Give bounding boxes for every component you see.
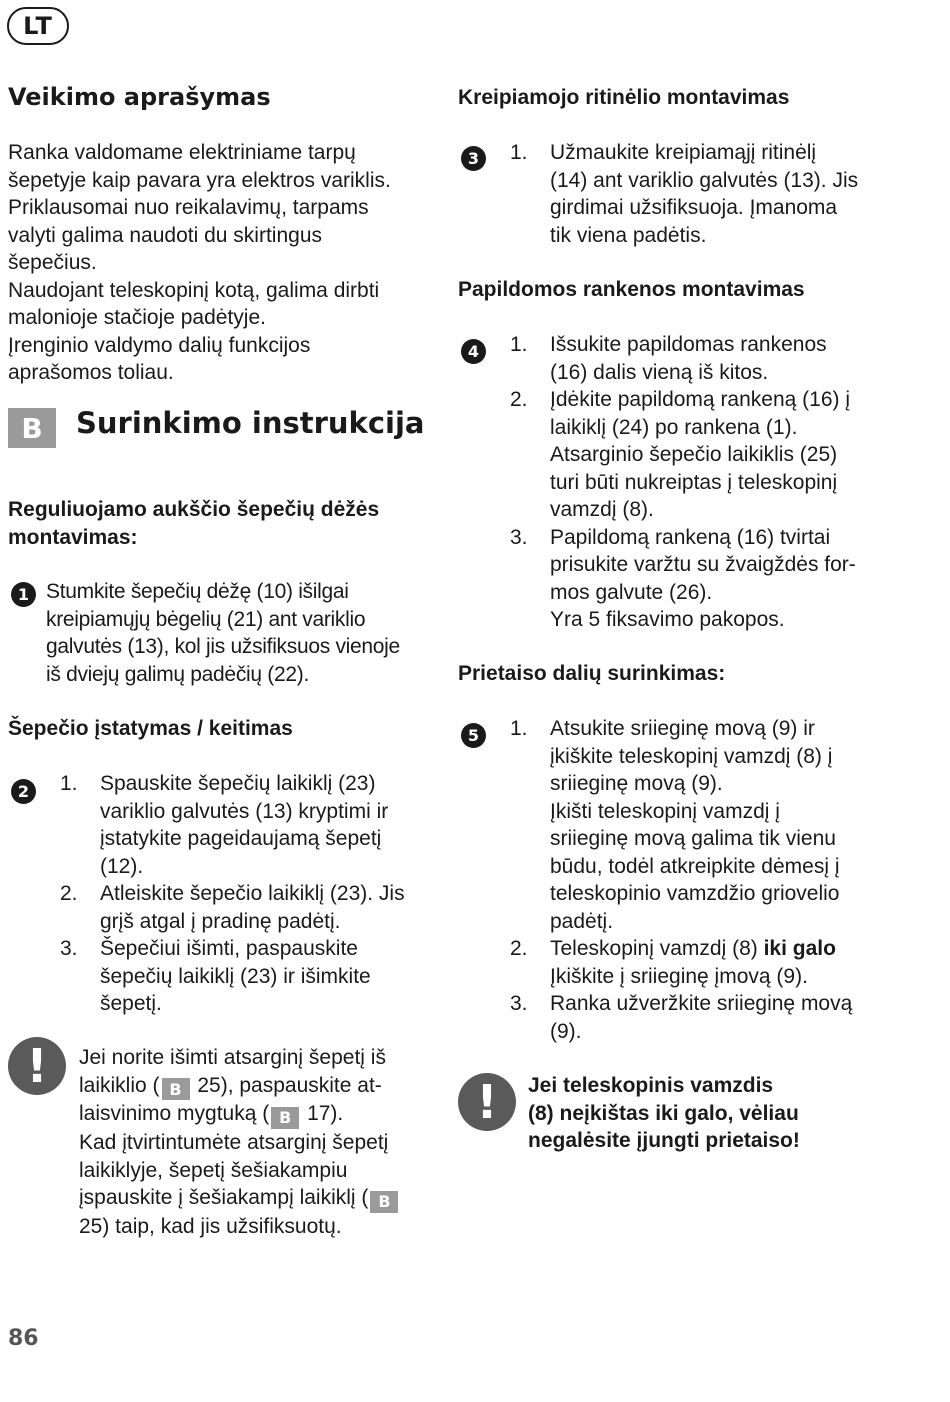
language-badge: LT — [7, 7, 69, 45]
text-fragment: laisvinimo mygtuką ( — [79, 1102, 270, 1126]
text-line: Įdėkite papildomą rankeną (16) į — [550, 388, 851, 411]
text-line: Įkišti teleskopinį vamzdį į — [550, 799, 780, 823]
item-number: 1. — [510, 141, 528, 164]
warning-icon: ! — [8, 1037, 66, 1095]
text-line: 25) taip, kad jis užsifiksuotų. — [79, 1214, 342, 1238]
brush-box-subheading — [8, 496, 379, 551]
text-line: Kad įtvirtintumėte atsarginį šepetį — [79, 1131, 389, 1154]
list-item — [8, 935, 438, 1018]
text-line: Stumkite šepečių dėžę (10) išilgai — [46, 580, 349, 603]
text-line: iš dviejų galimų padėčių (22). — [46, 662, 309, 686]
text-line: prisukite varžtu su žvaigždės for- — [550, 553, 856, 576]
warning-icon: ! — [458, 1073, 516, 1131]
list-item — [458, 386, 928, 524]
list-item — [458, 715, 928, 935]
text-line: grįš atgal į pradinę padėtį. — [100, 909, 341, 933]
text-line: šepečių laikiklį (23) ir išimkite — [100, 964, 371, 988]
text-line: šepetį. — [100, 992, 162, 1015]
text-line: Įrenginio valdymo dalių funkcijos — [8, 333, 311, 357]
text-fragment: įspauskite į šešiakampį laikiklį ( — [79, 1186, 369, 1209]
text-line: Yra 5 fiksavimo pakopos. — [550, 608, 785, 631]
warning-note — [528, 1072, 800, 1155]
step-2-icon: 2 — [11, 779, 36, 804]
step-4-list — [458, 331, 928, 634]
text-fragment: 17). — [301, 1102, 344, 1126]
warning-note — [79, 1044, 439, 1240]
text-line: šepetyje kaip pavara yra elektros variklis. — [8, 168, 391, 192]
text-line: sriieginę movą galima tik vienu — [550, 827, 836, 850]
assembly-heading: Surinkimo instrukcija — [76, 406, 425, 440]
text-line: Atleiskite šepečio laikiklį (23). Jis — [100, 882, 405, 905]
text-line: laikiklį (24) po rankena (1). — [550, 415, 798, 439]
text-line: Reguliuojamo aukščio šepečių dėžės — [8, 498, 380, 521]
text-line: Papildomą rankeną (16) tvirtai — [550, 525, 831, 549]
step-5-icon: 5 — [461, 723, 486, 748]
text-line: mos galvute (26). — [550, 580, 713, 604]
text-line: Išsukite papildomas rankenos — [550, 333, 827, 356]
intro-paragraph — [8, 139, 391, 387]
text-line: (14) ant variklio galvutės (13). Jis — [550, 168, 859, 192]
text-line: būdu, todėl atkreipkite dėmesį į — [550, 854, 840, 878]
text-fragment: 25), paspauskite at- — [191, 1073, 382, 1097]
text-line: girdimai užsifiksuoja. Įmanoma — [550, 196, 838, 219]
text-line: Atsukite sriieginę movą (9) ir — [550, 717, 815, 740]
text-line: galvutės (13), kol jis užsifiksuos vienoje — [46, 635, 400, 658]
text-line: Užmaukite kreipiamąjį ritinėlį — [550, 141, 817, 164]
list-item — [458, 139, 928, 249]
text-line: sriieginę movą (9). — [550, 772, 723, 795]
text-line — [79, 1184, 439, 1213]
text-line: Įkiškite į sriieginę įmovą (9). — [550, 964, 808, 988]
list-item — [8, 880, 438, 935]
item-number: 1. — [510, 717, 528, 740]
item-number: 1. — [510, 333, 528, 356]
item-number: 1. — [60, 772, 78, 795]
item-number: 2. — [60, 882, 78, 905]
text-line: turi būti nukreiptas į teleskopinį — [550, 470, 838, 494]
extra-handle-subheading: Papildomos rankenos montavimas — [458, 278, 805, 301]
item-number: 3. — [510, 992, 528, 1015]
brush-change-subheading: Šepečio įstatymas / keitimas — [8, 717, 293, 740]
item-number: 2. — [510, 937, 528, 960]
page-number: 86 — [8, 1326, 39, 1351]
operation-heading: Veikimo aprašymas — [8, 83, 271, 111]
text-line: teleskopinio vamzdžio griovelio — [550, 882, 840, 905]
b-badge-icon: B — [370, 1191, 398, 1213]
b-badge-icon: B — [162, 1078, 190, 1100]
step-5-list — [458, 715, 928, 1045]
text-line: šepečius. — [8, 251, 97, 274]
item-number: 3. — [60, 937, 78, 960]
text-line: (8) neįkištas iki galo, vėliau — [528, 1101, 799, 1125]
text-line: kreipiamųjų bėgelių (21) ant variklio — [46, 607, 366, 631]
emphasis-text: iki galo — [763, 937, 836, 960]
text-line: Jei norite išimti atsarginį šepetį iš — [79, 1046, 386, 1069]
text-line: variklio galvutės (13) kryptimi ir — [100, 799, 389, 823]
text-line — [550, 935, 928, 963]
item-number: 3. — [510, 525, 528, 549]
text-line: Priklausomai nuo reikalavimų, tarpams — [8, 196, 369, 219]
list-item — [458, 935, 928, 990]
text-line: įstatykite pageidaujamą šepetį — [100, 827, 382, 850]
text-line: negalėsite įjungti prietaiso! — [528, 1129, 800, 1152]
text-line: Ranka užveržkite sriieginę movą — [550, 992, 853, 1015]
text-line: Naudojant teleskopinį kotą, galima dirbti — [8, 278, 380, 302]
b-badge-icon: B — [271, 1107, 299, 1129]
text-line: laikiklyje, šepetį šešiakampiu — [79, 1158, 348, 1182]
text-line: Ranka valdomame elektriniame tarpų — [8, 141, 356, 164]
step-1-icon: 1 — [11, 582, 36, 607]
step-2-list — [8, 770, 438, 1018]
text-fragment: Teleskopinį vamzdį (8) — [550, 937, 764, 960]
list-item — [458, 990, 928, 1045]
text-line: Spauskite šepečių laikiklį (23) — [100, 772, 376, 795]
text-line: tik viena padėtis. — [550, 223, 707, 247]
text-line — [79, 1100, 439, 1129]
text-line: malonioje stačioje padėtyje. — [8, 306, 266, 329]
text-line: valyti galima naudoti du skirtingus — [8, 223, 322, 247]
text-line: Šepečiui išimti, paspauskite — [100, 937, 358, 960]
text-line: aprašomos toliau. — [8, 361, 174, 384]
text-fragment: laikiklio ( — [79, 1073, 160, 1097]
guide-roller-subheading: Kreipiamojo ritinėlio montavimas — [458, 86, 790, 109]
step-3-icon: 3 — [461, 146, 486, 171]
text-line: (9). — [550, 1019, 582, 1043]
text-line: padėtį. — [550, 909, 614, 933]
text-line: (16) dalis vieną iš kitos. — [550, 360, 769, 384]
step-3-list — [458, 139, 928, 249]
text-line: Atsarginio šepečio laikiklis (25) — [550, 443, 838, 466]
text-line — [79, 1072, 439, 1101]
text-line: (12). — [100, 854, 144, 878]
parts-assembly-subheading: Prietaiso dalių surinkimas: — [458, 662, 726, 685]
item-number: 2. — [510, 388, 528, 411]
text-line: Jei teleskopinis vamzdis — [528, 1074, 774, 1097]
section-b-badge: B — [8, 408, 56, 448]
text-line: įkiškite teleskopinį vamzdį (8) į — [550, 744, 833, 768]
text-line: montavimas: — [8, 525, 138, 549]
text-line: vamzdį (8). — [550, 498, 654, 521]
list-item — [458, 524, 928, 634]
step-4-icon: 4 — [461, 339, 486, 364]
list-item — [458, 331, 928, 386]
list-item — [8, 770, 438, 880]
step-1-text — [46, 578, 400, 688]
